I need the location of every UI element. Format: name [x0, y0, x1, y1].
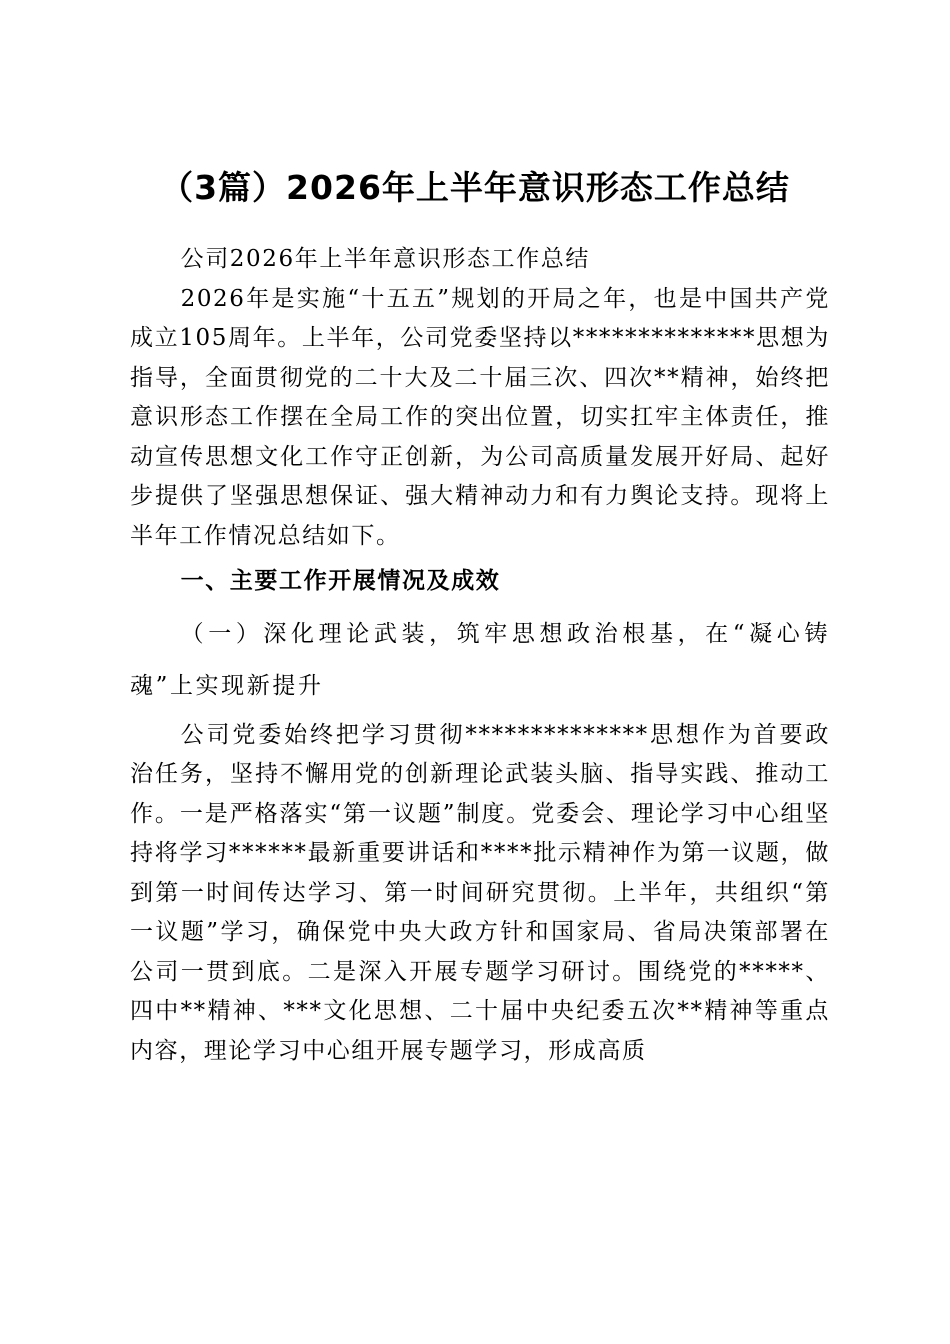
document-title: （3篇）2026年上半年意识形态工作总结 — [160, 168, 790, 207]
paragraph-subsection-1: 公司党委始终把学习贯彻**************思想作为首要政治任务，坚持不懈用党的创新理论武装头脑、指导实践、推动工作。一是严格落实“第一议题”制度。党委会、理论学习中心组坚持将学习******最新重要讲话和****批示精神作为第一议题，做到第一时间传达学习、第一时间研究贯彻。上半年，共组织“第一议题”学习，确保党中央大政方针和国家局、省局决策部署在公司一贯到底。二是深入开展专题学习研讨。围绕党的*****、四中**精神、***文化思想、二十届中央纪委五次**精神等重点内容，理论学习中心组开展专题学习，形成高质 — [130, 721, 830, 1064]
subsection-heading-1: （一）深化理论武装，筑牢思想政治根基，在“凝心铸魂”上实现新提升 — [130, 620, 830, 699]
paragraph-intro: 2026年是实施“十五五”规划的开局之年，也是中国共产党成立105周年。上半年，公司党委坚持以**************思想为指导，全面贯彻党的二十大及二十届三次、四次**精神，始终把意识形态工作摆在全局工作的突出位置，切实扛牢主体责任，推动宣传思想文化工作守正创新，为公司高质量发展开好局、起好步提供了坚强思想保证、强大精神动力和有力舆论支持。现将上半年工作情况总结如下。 — [130, 285, 830, 549]
document-body — [130, 240, 830, 1071]
document-subtitle: 公司2026年上半年意识形态工作总结 — [180, 246, 590, 272]
section-heading-1: 一、主要工作开展情况及成效 — [180, 568, 501, 594]
